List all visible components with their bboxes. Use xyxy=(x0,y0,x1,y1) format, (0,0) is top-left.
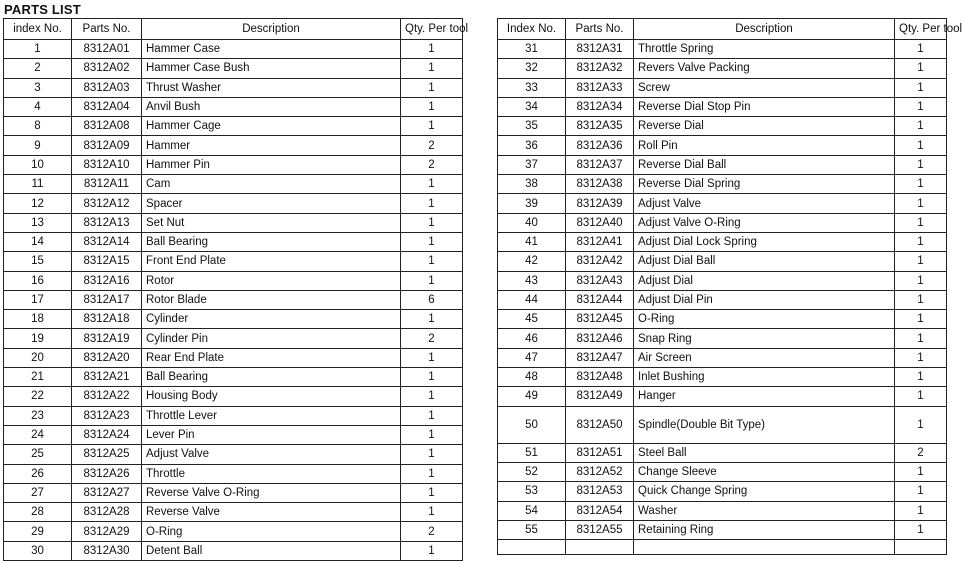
cell-index: 32 xyxy=(498,59,566,78)
table-row xyxy=(4,232,463,251)
cell-index: 27 xyxy=(4,483,72,502)
cell-parts-no: 8312A11 xyxy=(72,175,142,194)
cell-description: Adjust Dial xyxy=(634,271,895,290)
cell-index: 8 xyxy=(4,117,72,136)
cell-index: 35 xyxy=(498,117,566,136)
cell-parts-no: 8312A18 xyxy=(72,310,142,329)
blank-row xyxy=(498,540,947,555)
blank-cell xyxy=(895,540,947,555)
cell-description: Air Screen xyxy=(634,348,895,367)
cell-qty: 1 xyxy=(401,213,463,232)
cell-qty: 1 xyxy=(401,117,463,136)
header-index: index No. xyxy=(4,19,72,40)
table-row xyxy=(498,194,947,213)
cell-index: 33 xyxy=(498,78,566,97)
cell-parts-no: 8312A28 xyxy=(72,503,142,522)
table-row xyxy=(4,464,463,483)
cell-parts-no: 8312A54 xyxy=(566,501,634,520)
cell-description: Ball Bearing xyxy=(142,368,401,387)
cell-index: 29 xyxy=(4,522,72,541)
cell-parts-no: 8312A29 xyxy=(72,522,142,541)
cell-index: 50 xyxy=(498,406,566,443)
cell-index: 37 xyxy=(498,155,566,174)
cell-index: 4 xyxy=(4,97,72,116)
cell-parts-no: 8312A40 xyxy=(566,213,634,232)
cell-parts-no: 8312A16 xyxy=(72,271,142,290)
cell-description: Revers Valve Packing xyxy=(634,59,895,78)
table-row xyxy=(4,155,463,174)
cell-index: 3 xyxy=(4,78,72,97)
cell-qty: 1 xyxy=(895,175,947,194)
cell-description: Lever Pin xyxy=(142,425,401,444)
cell-description: Reverse Dial Stop Pin xyxy=(634,97,895,116)
cell-parts-no: 8312A35 xyxy=(566,117,634,136)
cell-description: Adjust Dial Pin xyxy=(634,290,895,309)
cell-description: Washer xyxy=(634,501,895,520)
table-row xyxy=(4,40,463,59)
table-row xyxy=(498,290,947,309)
cell-parts-no: 8312A36 xyxy=(566,136,634,155)
cell-qty: 2 xyxy=(401,522,463,541)
cell-qty: 1 xyxy=(895,59,947,78)
table-row xyxy=(4,368,463,387)
cell-qty: 1 xyxy=(895,310,947,329)
table-row xyxy=(4,252,463,271)
cell-description: Hanger xyxy=(634,387,895,406)
cell-description: Quick Change Spring xyxy=(634,482,895,501)
cell-index: 26 xyxy=(4,464,72,483)
cell-description: Reverse Valve O-Ring xyxy=(142,483,401,502)
table-row xyxy=(498,232,947,251)
cell-description: Throttle Lever xyxy=(142,406,401,425)
cell-parts-no: 8312A52 xyxy=(566,462,634,481)
cell-description: Ball Bearing xyxy=(142,232,401,251)
header-row xyxy=(498,19,947,40)
table-row xyxy=(4,78,463,97)
header-description: Description xyxy=(142,19,401,40)
table-row xyxy=(4,503,463,522)
cell-index: 24 xyxy=(4,425,72,444)
header-parts-no: Parts No. xyxy=(72,19,142,40)
cell-description: Adjust Valve xyxy=(142,445,401,464)
table-row xyxy=(498,175,947,194)
cell-index: 23 xyxy=(4,406,72,425)
cell-qty: 1 xyxy=(895,368,947,387)
cell-description: Adjust Dial Ball xyxy=(634,252,895,271)
cell-parts-no: 8312A22 xyxy=(72,387,142,406)
cell-qty: 1 xyxy=(401,252,463,271)
cell-qty: 1 xyxy=(895,482,947,501)
cell-parts-no: 8312A09 xyxy=(72,136,142,155)
cell-qty: 1 xyxy=(401,40,463,59)
cell-qty: 1 xyxy=(895,97,947,116)
cell-description: Rotor Blade xyxy=(142,290,401,309)
cell-index: 38 xyxy=(498,175,566,194)
cell-index: 31 xyxy=(498,40,566,59)
cell-parts-no: 8312A21 xyxy=(72,368,142,387)
header-qty: Qty. Per tool xyxy=(401,19,463,40)
blank-cell xyxy=(634,540,895,555)
table-row xyxy=(4,59,463,78)
table-row xyxy=(4,97,463,116)
cell-qty: 1 xyxy=(895,329,947,348)
cell-qty: 1 xyxy=(895,194,947,213)
table-row xyxy=(4,136,463,155)
cell-index: 45 xyxy=(498,310,566,329)
table-row xyxy=(498,252,947,271)
cell-description: Adjust Dial Lock Spring xyxy=(634,232,895,251)
cell-qty: 1 xyxy=(895,348,947,367)
cell-qty: 1 xyxy=(401,59,463,78)
cell-qty: 2 xyxy=(401,136,463,155)
table-row xyxy=(4,175,463,194)
cell-description: Snap Ring xyxy=(634,329,895,348)
cell-description: Spindle(Double Bit Type) xyxy=(634,406,895,443)
table-row xyxy=(498,482,947,501)
cell-index: 22 xyxy=(4,387,72,406)
cell-description: Thrust Washer xyxy=(142,78,401,97)
table-row xyxy=(498,406,947,443)
cell-index: 48 xyxy=(498,368,566,387)
cell-parts-no: 8312A33 xyxy=(566,78,634,97)
cell-index: 34 xyxy=(498,97,566,116)
cell-parts-no: 8312A12 xyxy=(72,194,142,213)
cell-description: Cylinder Pin xyxy=(142,329,401,348)
cell-parts-no: 8312A43 xyxy=(566,271,634,290)
cell-parts-no: 8312A45 xyxy=(566,310,634,329)
cell-qty: 2 xyxy=(895,443,947,462)
cell-index: 14 xyxy=(4,232,72,251)
cell-description: Set Nut xyxy=(142,213,401,232)
cell-description: Hammer Pin xyxy=(142,155,401,174)
cell-qty: 1 xyxy=(895,406,947,443)
table-row xyxy=(498,97,947,116)
cell-description: Hammer Case Bush xyxy=(142,59,401,78)
cell-index: 1 xyxy=(4,40,72,59)
cell-qty: 1 xyxy=(401,541,463,560)
table-row xyxy=(4,406,463,425)
cell-parts-no: 8312A20 xyxy=(72,348,142,367)
table-row xyxy=(498,213,947,232)
table-row xyxy=(498,368,947,387)
cell-parts-no: 8312A04 xyxy=(72,97,142,116)
cell-qty: 1 xyxy=(895,213,947,232)
table-row xyxy=(4,387,463,406)
cell-description: Reverse Dial xyxy=(634,117,895,136)
cell-qty: 1 xyxy=(895,78,947,97)
cell-parts-no: 8312A26 xyxy=(72,464,142,483)
cell-parts-no: 8312A23 xyxy=(72,406,142,425)
table-row xyxy=(498,59,947,78)
table-row xyxy=(498,136,947,155)
cell-parts-no: 8312A15 xyxy=(72,252,142,271)
parts-table-right xyxy=(497,18,962,555)
cell-index: 10 xyxy=(4,155,72,174)
cell-index: 15 xyxy=(4,252,72,271)
cell-qty: 1 xyxy=(895,136,947,155)
cell-qty: 1 xyxy=(895,290,947,309)
cell-description: Retaining Ring xyxy=(634,520,895,539)
table-row xyxy=(498,387,947,406)
cell-description: Detent Ball xyxy=(142,541,401,560)
cell-index: 18 xyxy=(4,310,72,329)
header-qty: Qty. Per tool xyxy=(895,19,947,40)
cell-qty: 1 xyxy=(401,483,463,502)
cell-parts-no: 8312A51 xyxy=(566,443,634,462)
table-row xyxy=(4,445,463,464)
table-row xyxy=(4,348,463,367)
cell-parts-no: 8312A46 xyxy=(566,329,634,348)
cell-index: 16 xyxy=(4,271,72,290)
cell-index: 47 xyxy=(498,348,566,367)
cell-index: 52 xyxy=(498,462,566,481)
cell-qty: 1 xyxy=(895,252,947,271)
cell-description: Rotor xyxy=(142,271,401,290)
cell-parts-no: 8312A08 xyxy=(72,117,142,136)
cell-parts-no: 8312A39 xyxy=(566,194,634,213)
cell-parts-no: 8312A19 xyxy=(72,329,142,348)
cell-description: Rear End Plate xyxy=(142,348,401,367)
cell-description: Roll Pin xyxy=(634,136,895,155)
cell-parts-no: 8312A37 xyxy=(566,155,634,174)
cell-description: Change Sleeve xyxy=(634,462,895,481)
cell-index: 46 xyxy=(498,329,566,348)
cell-description: Hammer Case xyxy=(142,40,401,59)
table-row xyxy=(4,213,463,232)
cell-index: 12 xyxy=(4,194,72,213)
table-row xyxy=(4,117,463,136)
table-row xyxy=(498,40,947,59)
header-parts-no: Parts No. xyxy=(566,19,634,40)
cell-description: O-Ring xyxy=(634,310,895,329)
cell-index: 41 xyxy=(498,232,566,251)
parts-table-left xyxy=(3,18,469,561)
cell-index: 11 xyxy=(4,175,72,194)
cell-index: 39 xyxy=(498,194,566,213)
cell-index: 30 xyxy=(4,541,72,560)
cell-qty: 1 xyxy=(895,232,947,251)
cell-description: Hammer xyxy=(142,136,401,155)
cell-index: 51 xyxy=(498,443,566,462)
cell-parts-no: 8312A02 xyxy=(72,59,142,78)
table-row xyxy=(498,78,947,97)
table-row xyxy=(4,483,463,502)
table-row xyxy=(498,520,947,539)
parts-table-right-body xyxy=(498,40,947,555)
cell-qty: 1 xyxy=(401,348,463,367)
cell-parts-no: 8312A03 xyxy=(72,78,142,97)
cell-qty: 1 xyxy=(401,425,463,444)
cell-qty: 1 xyxy=(895,462,947,481)
cell-description: Reverse Dial Ball xyxy=(634,155,895,174)
cell-index: 20 xyxy=(4,348,72,367)
cell-description: Cylinder xyxy=(142,310,401,329)
cell-qty: 1 xyxy=(401,232,463,251)
cell-index: 21 xyxy=(4,368,72,387)
cell-index: 42 xyxy=(498,252,566,271)
blank-cell xyxy=(498,540,566,555)
cell-qty: 1 xyxy=(401,271,463,290)
cell-description: Adjust Valve xyxy=(634,194,895,213)
cell-description: Reverse Valve xyxy=(142,503,401,522)
cell-parts-no: 8312A47 xyxy=(566,348,634,367)
cell-description: Cam xyxy=(142,175,401,194)
cell-parts-no: 8312A41 xyxy=(566,232,634,251)
cell-index: 49 xyxy=(498,387,566,406)
table-row xyxy=(498,117,947,136)
cell-description: Reverse Dial Spring xyxy=(634,175,895,194)
cell-index: 25 xyxy=(4,445,72,464)
table-row xyxy=(498,155,947,174)
cell-qty: 1 xyxy=(401,445,463,464)
cell-qty: 6 xyxy=(401,290,463,309)
cell-parts-no: 8312A25 xyxy=(72,445,142,464)
cell-parts-no: 8312A49 xyxy=(566,387,634,406)
table-row xyxy=(498,462,947,481)
cell-qty: 1 xyxy=(895,520,947,539)
table-row xyxy=(4,194,463,213)
cell-index: 13 xyxy=(4,213,72,232)
cell-index: 40 xyxy=(498,213,566,232)
cell-parts-no: 8312A53 xyxy=(566,482,634,501)
table-row xyxy=(4,271,463,290)
cell-qty: 1 xyxy=(895,501,947,520)
cell-description: Steel Ball xyxy=(634,443,895,462)
blank-cell xyxy=(566,540,634,555)
cell-parts-no: 8312A10 xyxy=(72,155,142,174)
page-title: PARTS LIST xyxy=(4,2,81,17)
cell-qty: 1 xyxy=(401,78,463,97)
cell-parts-no: 8312A55 xyxy=(566,520,634,539)
cell-index: 43 xyxy=(498,271,566,290)
cell-index: 2 xyxy=(4,59,72,78)
cell-parts-no: 8312A31 xyxy=(566,40,634,59)
table-row xyxy=(4,541,463,560)
cell-description: Inlet Bushing xyxy=(634,368,895,387)
cell-parts-no: 8312A38 xyxy=(566,175,634,194)
table-row xyxy=(4,425,463,444)
cell-qty: 1 xyxy=(401,310,463,329)
cell-parts-no: 8312A27 xyxy=(72,483,142,502)
cell-index: 54 xyxy=(498,501,566,520)
cell-index: 9 xyxy=(4,136,72,155)
table-row xyxy=(498,501,947,520)
table-row xyxy=(498,443,947,462)
cell-qty: 2 xyxy=(401,329,463,348)
table-row xyxy=(498,271,947,290)
parts-table-left-body xyxy=(4,40,463,561)
cell-qty: 1 xyxy=(895,117,947,136)
cell-parts-no: 8312A32 xyxy=(566,59,634,78)
cell-qty: 1 xyxy=(401,387,463,406)
table-row xyxy=(4,290,463,309)
cell-description: Adjust Valve O-Ring xyxy=(634,213,895,232)
cell-description: Throttle xyxy=(142,464,401,483)
cell-qty: 1 xyxy=(401,194,463,213)
cell-qty: 1 xyxy=(895,271,947,290)
cell-qty: 1 xyxy=(401,464,463,483)
cell-description: O-Ring xyxy=(142,522,401,541)
cell-index: 28 xyxy=(4,503,72,522)
cell-parts-no: 8312A34 xyxy=(566,97,634,116)
table-row xyxy=(4,310,463,329)
cell-qty: 1 xyxy=(401,97,463,116)
table-row xyxy=(4,329,463,348)
cell-index: 36 xyxy=(498,136,566,155)
cell-parts-no: 8312A24 xyxy=(72,425,142,444)
cell-parts-no: 8312A50 xyxy=(566,406,634,443)
header-description: Description xyxy=(634,19,895,40)
cell-parts-no: 8312A17 xyxy=(72,290,142,309)
table-row xyxy=(498,348,947,367)
cell-index: 44 xyxy=(498,290,566,309)
table-row xyxy=(498,329,947,348)
cell-qty: 1 xyxy=(895,387,947,406)
cell-parts-no: 8312A14 xyxy=(72,232,142,251)
cell-description: Spacer xyxy=(142,194,401,213)
cell-parts-no: 8312A48 xyxy=(566,368,634,387)
cell-qty: 1 xyxy=(895,40,947,59)
header-row xyxy=(4,19,463,40)
cell-index: 53 xyxy=(498,482,566,501)
cell-description: Housing Body xyxy=(142,387,401,406)
cell-parts-no: 8312A30 xyxy=(72,541,142,560)
cell-description: Hammer Cage xyxy=(142,117,401,136)
cell-parts-no: 8312A42 xyxy=(566,252,634,271)
cell-index: 17 xyxy=(4,290,72,309)
cell-parts-no: 8312A01 xyxy=(72,40,142,59)
cell-index: 55 xyxy=(498,520,566,539)
header-index: Index No. xyxy=(498,19,566,40)
cell-parts-no: 8312A13 xyxy=(72,213,142,232)
cell-parts-no: 8312A44 xyxy=(566,290,634,309)
cell-qty: 2 xyxy=(401,155,463,174)
cell-qty: 1 xyxy=(401,503,463,522)
cell-description: Front End Plate xyxy=(142,252,401,271)
table-row xyxy=(498,310,947,329)
table-row xyxy=(4,522,463,541)
cell-qty: 1 xyxy=(895,155,947,174)
cell-description: Throttle Spring xyxy=(634,40,895,59)
cell-qty: 1 xyxy=(401,368,463,387)
cell-qty: 1 xyxy=(401,406,463,425)
cell-qty: 1 xyxy=(401,175,463,194)
cell-index: 19 xyxy=(4,329,72,348)
cell-description: Anvil Bush xyxy=(142,97,401,116)
cell-description: Screw xyxy=(634,78,895,97)
